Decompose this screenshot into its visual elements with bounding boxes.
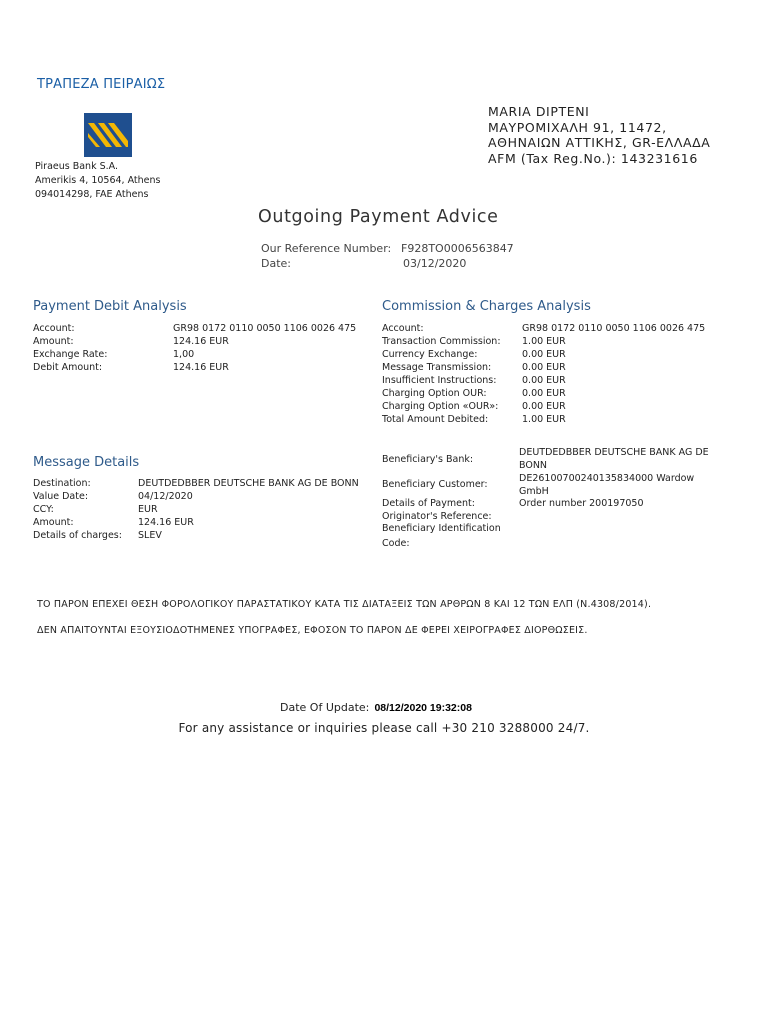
beneficiary-customer-value-line2: GmbH bbox=[519, 486, 549, 497]
row-label: Total Amount Debited: bbox=[382, 414, 489, 425]
row-value: 0.00 EUR bbox=[522, 388, 566, 399]
bank-address-line: Amerikis 4, 10564, Athens bbox=[35, 175, 161, 186]
update-label: Date Of Update: bbox=[280, 701, 370, 714]
beneficiary-identification-label-line1: Beneficiary Identification bbox=[382, 523, 501, 534]
row-label: Transaction Commission: bbox=[382, 336, 501, 347]
commission-row bbox=[382, 413, 705, 426]
customer-address bbox=[488, 104, 710, 166]
customer-city: ΑΘΗΝΑΙΩΝ ΑΤΤΙΚΗΣ, GR-ΕΛΛΑΔΑ bbox=[488, 135, 711, 150]
row-label: Currency Exchange: bbox=[382, 349, 478, 360]
row-label: Exchange Rate: bbox=[33, 349, 108, 360]
update-value: 08/12/2020 19:32:08 bbox=[374, 702, 472, 714]
beneficiary-identification-label-line2: Code: bbox=[382, 538, 410, 549]
row-label: Account: bbox=[382, 323, 424, 334]
row-label: Destination: bbox=[33, 478, 91, 489]
bank-address-line: Piraeus Bank S.A. bbox=[35, 161, 119, 172]
message-row bbox=[33, 477, 359, 490]
commission-row bbox=[382, 374, 705, 387]
bank-address bbox=[35, 160, 161, 202]
message-row bbox=[33, 516, 359, 529]
message-details-table bbox=[33, 477, 359, 542]
reference-block bbox=[261, 241, 514, 271]
row-value: GR98 0172 0110 0050 1106 0026 475 bbox=[173, 323, 357, 334]
update-line bbox=[280, 696, 472, 715]
date-value: 03/12/2020 bbox=[403, 257, 467, 270]
document-title: Outgoing Payment Advice bbox=[258, 207, 499, 227]
date-label: Date: bbox=[261, 257, 291, 270]
row-label: Account: bbox=[33, 323, 75, 334]
commission-row bbox=[382, 387, 705, 400]
beneficiary-bank-value-line1: DEUTDEDBBER DEUTSCHE BANK AG DE bbox=[519, 447, 709, 458]
row-label: Debit Amount: bbox=[33, 362, 103, 373]
payment-details-value: Order number 200197050 bbox=[519, 498, 644, 509]
reference-value: F928TO0006563847 bbox=[401, 242, 514, 255]
row-label: Amount: bbox=[33, 517, 74, 528]
bank-logo bbox=[84, 113, 132, 157]
row-label: Amount: bbox=[33, 336, 74, 347]
row-label: Charging Option OUR: bbox=[382, 388, 487, 399]
bank-address-line: 094014298, FAE Athens bbox=[35, 189, 149, 200]
payment-debit-row bbox=[33, 361, 356, 374]
row-value: 124.16 EUR bbox=[138, 517, 194, 528]
row-value: 0.00 EUR bbox=[522, 401, 566, 412]
commission-title: Commission & Charges Analysis bbox=[382, 299, 591, 314]
row-value: GR98 0172 0110 0050 1106 0026 475 bbox=[522, 323, 706, 334]
message-row bbox=[33, 490, 359, 503]
signature-notice: ΔΕΝ ΑΠΑΙΤΟΥΝΤΑΙ ΕΞΟΥΣΙΟΔΟΤΗΜΕΝΕΣ ΥΠΟΓΡΑΦΕΣ, ΕΦΟΣΟΝ ΤΟ ΠΑΡΟΝ ΔΕ ΦΕΡΕΙ ΧΕΙΡΟΓΡΑΦΕΣ ΔΙΟΡΘΩΣΕΙΣ. bbox=[37, 625, 588, 636]
row-label: Insufficient Instructions: bbox=[382, 375, 497, 386]
row-value: 04/12/2020 bbox=[138, 491, 193, 502]
bank-logo-icon bbox=[84, 113, 132, 157]
payment-debit-row bbox=[33, 322, 356, 335]
assistance-text: For any assistance or inquiries please call +30 210 3288000 24/7. bbox=[178, 721, 590, 735]
reference-label: Our Reference Number: bbox=[261, 242, 392, 255]
payment-debit-table bbox=[33, 322, 356, 374]
row-label: CCY: bbox=[33, 504, 54, 515]
customer-name: MARIA DIPTENI bbox=[488, 104, 590, 119]
commission-row bbox=[382, 361, 705, 374]
originator-reference-label: Originator's Reference: bbox=[382, 511, 492, 522]
row-value: DEUTDEDBBER DEUTSCHE BANK AG DE BONN bbox=[138, 478, 359, 489]
row-value: 124.16 EUR bbox=[173, 362, 229, 373]
row-value: 0.00 EUR bbox=[522, 349, 566, 360]
commission-row bbox=[382, 348, 705, 361]
row-label: Value Date: bbox=[33, 491, 89, 502]
row-value: 1,00 bbox=[173, 349, 195, 360]
row-value: 0.00 EUR bbox=[522, 375, 566, 386]
commission-row bbox=[382, 335, 705, 348]
bank-name: ΤΡΑΠΕΖΑ ΠΕΙΡΑΙΩΣ bbox=[37, 77, 166, 92]
commission-row bbox=[382, 322, 705, 335]
tax-notice: ΤΟ ΠΑΡΟΝ ΕΠΕΧΕΙ ΘΕΣΗ ΦΟΡΟΛΟΓΙΚΟΥ ΠΑΡΑΣΤΑΤΙΚΟΥ ΚΑΤΑ ΤΙΣ ΔΙΑΤΑΞΕΙΣ ΤΩΝ ΑΡΘΡΩΝ 8 ΚΑΙ 12 ΤΩΝ ΕΛΠ (Ν.4308/2014). bbox=[37, 599, 652, 610]
customer-street: ΜΑΥΡΟΜΙΧΑΛΗ 91, 11472, bbox=[488, 119, 667, 135]
payment-debit-row bbox=[33, 335, 356, 348]
row-label: Charging Option «OUR»: bbox=[382, 401, 499, 412]
row-value: SLEV bbox=[138, 530, 162, 541]
row-value: 0.00 EUR bbox=[522, 362, 566, 373]
row-label: Details of charges: bbox=[33, 530, 122, 541]
payment-debit-title: Payment Debit Analysis bbox=[33, 299, 187, 314]
message-details-title: Message Details bbox=[33, 455, 140, 470]
beneficiary-customer-value-line1: DE26100700240135834000 Wardow bbox=[519, 473, 695, 484]
row-value: 1.00 EUR bbox=[522, 336, 566, 347]
beneficiary-bank-label: Beneficiary's Bank: bbox=[382, 454, 474, 465]
commission-table bbox=[382, 322, 705, 426]
row-value: 124.16 EUR bbox=[173, 336, 229, 347]
payment-debit-row bbox=[33, 348, 356, 361]
beneficiary-customer-label: Beneficiary Customer: bbox=[382, 479, 488, 490]
beneficiary-bank-value-line2: BONN bbox=[519, 460, 548, 471]
customer-tax-id: AFM (Tax Reg.No.): 143231616 bbox=[488, 150, 698, 166]
message-row bbox=[33, 529, 359, 542]
row-value: 1.00 EUR bbox=[522, 414, 566, 425]
message-row bbox=[33, 503, 359, 516]
row-value: EUR bbox=[138, 504, 158, 515]
commission-row bbox=[382, 400, 705, 413]
row-label: Message Transmission: bbox=[382, 362, 492, 373]
payment-details-label: Details of Payment: bbox=[382, 498, 475, 509]
